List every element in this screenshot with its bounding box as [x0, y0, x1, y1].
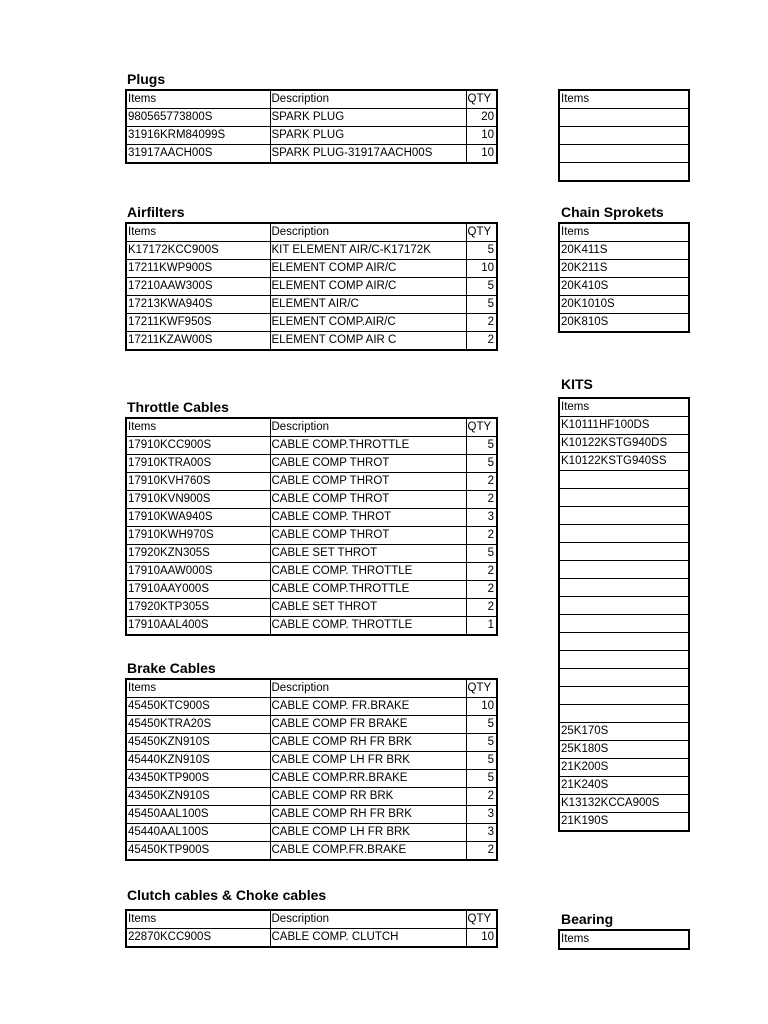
item-code-cell: 31917AACH00S	[126, 145, 270, 164]
clutch-cables-table	[125, 909, 498, 948]
table-row	[559, 260, 689, 278]
table-row	[559, 314, 689, 333]
item-code-cell	[559, 525, 689, 543]
table-row	[559, 615, 689, 633]
qty-cell: 5	[466, 734, 497, 752]
table-row	[126, 806, 497, 824]
qty-cell: 10	[466, 145, 497, 164]
plugs-title: Plugs	[127, 71, 166, 87]
item-code-cell: 45450KZN910S	[126, 734, 270, 752]
table-row	[126, 260, 497, 278]
brake-cables-table	[125, 678, 498, 861]
throttle-cables-table	[125, 417, 498, 636]
item-code-cell: K10111HF100DS	[559, 417, 689, 435]
item-code-cell: 980565773800S	[126, 109, 270, 127]
item-code-cell	[559, 597, 689, 615]
description-cell: CABLE COMP RH FR BRK	[270, 734, 466, 752]
table-row	[126, 842, 497, 861]
plugs-table	[125, 89, 498, 164]
qty-cell: 2	[466, 314, 497, 332]
description-cell: CABLE COMP RR BRK	[270, 788, 466, 806]
plugs-side-table	[558, 89, 690, 182]
column-header: Items	[126, 679, 270, 698]
table-row	[559, 525, 689, 543]
description-cell: CABLE COMP.FR.BRAKE	[270, 842, 466, 861]
table-row	[559, 296, 689, 314]
qty-cell: 5	[466, 716, 497, 734]
qty-cell: 5	[466, 242, 497, 260]
table-row	[126, 716, 497, 734]
qty-cell: 20	[466, 109, 497, 127]
qty-cell: 3	[466, 806, 497, 824]
column-header: QTY	[466, 418, 497, 437]
qty-cell: 3	[466, 509, 497, 527]
column-header: Items	[126, 418, 270, 437]
table-row	[126, 824, 497, 842]
table-row	[559, 109, 689, 127]
table-row	[559, 687, 689, 705]
qty-cell: 2	[466, 581, 497, 599]
item-code-cell: 17211KZAW00S	[126, 332, 270, 351]
item-code-cell: 17910KCC900S	[126, 437, 270, 455]
column-header: Description	[270, 90, 466, 109]
description-cell: ELEMENT COMP.AIR/C	[270, 314, 466, 332]
item-code-cell	[559, 163, 689, 182]
item-code-cell: 17910AAL400S	[126, 617, 270, 636]
column-header: QTY	[466, 910, 497, 929]
table-row	[126, 455, 497, 473]
item-code-cell	[559, 633, 689, 651]
item-code-cell: 45440KZN910S	[126, 752, 270, 770]
item-code-cell	[559, 127, 689, 145]
table-header-row	[559, 930, 689, 949]
table-row	[126, 109, 497, 127]
item-code-cell	[559, 669, 689, 687]
item-code-cell: 17210AAW300S	[126, 278, 270, 296]
item-code-cell: 45450KTRA20S	[126, 716, 270, 734]
table-header-row	[559, 223, 689, 242]
item-code-cell	[559, 543, 689, 561]
qty-cell: 2	[466, 788, 497, 806]
table-row	[559, 705, 689, 723]
table-header-row	[126, 223, 497, 242]
description-cell: CABLE COMP THROT	[270, 455, 466, 473]
table-row	[126, 473, 497, 491]
table-header-row	[126, 679, 497, 698]
qty-cell: 5	[466, 752, 497, 770]
table-row	[126, 599, 497, 617]
airfilters-table	[125, 222, 498, 351]
item-code-cell: 31916KRM84099S	[126, 127, 270, 145]
table-row	[559, 489, 689, 507]
qty-cell: 2	[466, 491, 497, 509]
item-code-cell: 17910KWH970S	[126, 527, 270, 545]
description-cell: SPARK PLUG	[270, 127, 466, 145]
table-row	[126, 734, 497, 752]
item-code-cell: K10122KSTG940SS	[559, 453, 689, 471]
item-code-cell: 21K240S	[559, 777, 689, 795]
item-code-cell: 20K1010S	[559, 296, 689, 314]
item-code-cell	[559, 579, 689, 597]
description-cell: CABLE COMP.RR.BRAKE	[270, 770, 466, 788]
table-row	[559, 471, 689, 489]
description-cell: CABLE SET THROT	[270, 599, 466, 617]
description-cell: CABLE COMP THROT	[270, 473, 466, 491]
description-cell: CABLE COMP RH FR BRK	[270, 806, 466, 824]
item-code-cell: 17910KVN900S	[126, 491, 270, 509]
bearing-table	[558, 929, 690, 950]
table-row	[126, 145, 497, 164]
qty-cell: 5	[466, 455, 497, 473]
table-row	[559, 127, 689, 145]
description-cell: CABLE COMP LH FR BRK	[270, 824, 466, 842]
table-row	[559, 561, 689, 579]
description-cell: CABLE COMP LH FR BRK	[270, 752, 466, 770]
description-cell: CABLE COMP.THROTTLE	[270, 581, 466, 599]
column-header: Description	[270, 223, 466, 242]
qty-cell: 10	[466, 698, 497, 716]
item-code-cell: 43450KZN910S	[126, 788, 270, 806]
item-code-cell: 17920KZN305S	[126, 545, 270, 563]
chain-sprokets-title: Chain Sprokets	[561, 204, 664, 220]
item-code-cell: 45440AAL100S	[126, 824, 270, 842]
description-cell: CABLE COMP THROT	[270, 527, 466, 545]
kits-title: KITS	[561, 376, 593, 392]
table-row	[126, 545, 497, 563]
qty-cell: 3	[466, 824, 497, 842]
item-code-cell	[559, 145, 689, 163]
table-row	[559, 759, 689, 777]
item-code-cell: 17910AAY000S	[126, 581, 270, 599]
description-cell: ELEMENT AIR/C	[270, 296, 466, 314]
item-code-cell: 25K170S	[559, 723, 689, 741]
chain-sprokets-table	[558, 222, 690, 333]
table-row	[559, 813, 689, 832]
description-cell: CABLE COMP. CLUTCH	[270, 929, 466, 948]
item-code-cell	[559, 705, 689, 723]
item-code-cell: 43450KTP900S	[126, 770, 270, 788]
kits-table	[558, 397, 690, 832]
item-code-cell: 20K410S	[559, 278, 689, 296]
item-code-cell: 17910KWA940S	[126, 509, 270, 527]
description-cell: SPARK PLUG	[270, 109, 466, 127]
qty-cell: 5	[466, 545, 497, 563]
table-header-row	[559, 398, 689, 417]
item-code-cell: 17211KWF950S	[126, 314, 270, 332]
description-cell: CABLE COMP. THROT	[270, 509, 466, 527]
table-row	[126, 242, 497, 260]
table-row	[126, 698, 497, 716]
column-header: Items	[559, 223, 689, 242]
qty-cell: 5	[466, 278, 497, 296]
table-header-row	[126, 910, 497, 929]
table-row	[559, 435, 689, 453]
description-cell: KIT ELEMENT AIR/C-K17172K	[270, 242, 466, 260]
table-row	[126, 491, 497, 509]
qty-cell: 2	[466, 599, 497, 617]
description-cell: CABLE COMP THROT	[270, 491, 466, 509]
qty-cell: 5	[466, 437, 497, 455]
item-code-cell: 21K200S	[559, 759, 689, 777]
column-header: Description	[270, 418, 466, 437]
table-row	[559, 278, 689, 296]
item-code-cell	[559, 109, 689, 127]
item-code-cell: 45450KTC900S	[126, 698, 270, 716]
description-cell: CABLE COMP. THROTTLE	[270, 563, 466, 581]
item-code-cell: 17211KWP900S	[126, 260, 270, 278]
table-row	[559, 723, 689, 741]
column-header: Items	[559, 398, 689, 417]
item-code-cell: 21K190S	[559, 813, 689, 832]
description-cell: CABLE COMP FR BRAKE	[270, 716, 466, 734]
table-row	[559, 543, 689, 561]
description-cell: ELEMENT COMP AIR/C	[270, 260, 466, 278]
item-code-cell: K13132KCCA900S	[559, 795, 689, 813]
table-row	[126, 296, 497, 314]
column-header: QTY	[466, 679, 497, 698]
item-code-cell: 25K180S	[559, 741, 689, 759]
item-code-cell	[559, 651, 689, 669]
qty-cell: 1	[466, 617, 497, 636]
qty-cell: 5	[466, 770, 497, 788]
description-cell: CABLE SET THROT	[270, 545, 466, 563]
item-code-cell: 17213KWA940S	[126, 296, 270, 314]
table-header-row	[559, 90, 689, 109]
table-row	[559, 145, 689, 163]
table-row	[559, 651, 689, 669]
table-row	[126, 770, 497, 788]
column-header: Items	[559, 90, 689, 109]
table-row	[126, 314, 497, 332]
table-row	[126, 437, 497, 455]
column-header: Description	[270, 679, 466, 698]
table-row	[559, 507, 689, 525]
table-row	[126, 527, 497, 545]
description-cell: ELEMENT COMP AIR C	[270, 332, 466, 351]
table-row	[126, 563, 497, 581]
table-row	[559, 777, 689, 795]
description-cell: CABLE COMP. FR.BRAKE	[270, 698, 466, 716]
table-row	[559, 163, 689, 182]
item-code-cell: K10122KSTG940DS	[559, 435, 689, 453]
qty-cell: 2	[466, 527, 497, 545]
item-code-cell: 17910KTRA00S	[126, 455, 270, 473]
item-code-cell: 22870KCC900S	[126, 929, 270, 948]
table-row	[126, 617, 497, 636]
brake-cables-title: Brake Cables	[127, 660, 216, 676]
qty-cell: 10	[466, 127, 497, 145]
column-header: QTY	[466, 223, 497, 242]
table-header-row	[126, 90, 497, 109]
qty-cell: 5	[466, 296, 497, 314]
qty-cell: 10	[466, 929, 497, 948]
bearing-title: Bearing	[561, 911, 614, 927]
column-header: Items	[126, 223, 270, 242]
table-row	[126, 509, 497, 527]
qty-cell: 2	[466, 563, 497, 581]
table-row	[126, 929, 497, 948]
item-code-cell	[559, 561, 689, 579]
table-row	[559, 795, 689, 813]
table-row	[126, 788, 497, 806]
table-row	[559, 579, 689, 597]
table-row	[126, 752, 497, 770]
item-code-cell: 17910AAW000S	[126, 563, 270, 581]
qty-cell: 2	[466, 842, 497, 861]
table-row	[559, 242, 689, 260]
qty-cell: 10	[466, 260, 497, 278]
item-code-cell: 17920KTP305S	[126, 599, 270, 617]
qty-cell: 2	[466, 473, 497, 491]
throttle-cables-title: Throttle Cables	[127, 399, 229, 415]
table-row	[126, 127, 497, 145]
table-row	[126, 581, 497, 599]
qty-cell: 2	[466, 332, 497, 351]
item-code-cell: 20K211S	[559, 260, 689, 278]
column-header: Description	[270, 910, 466, 929]
table-row	[559, 597, 689, 615]
description-cell: CABLE COMP.THROTTLE	[270, 437, 466, 455]
item-code-cell: 17910KVH760S	[126, 473, 270, 491]
description-cell: ELEMENT COMP AIR/C	[270, 278, 466, 296]
table-row	[559, 453, 689, 471]
column-header: QTY	[466, 90, 497, 109]
description-cell: SPARK PLUG-31917AACH00S	[270, 145, 466, 164]
description-cell: CABLE COMP. THROTTLE	[270, 617, 466, 636]
table-row	[559, 417, 689, 435]
column-header: Items	[559, 930, 689, 949]
column-header: Items	[126, 910, 270, 929]
airfilters-title: Airfilters	[127, 204, 185, 220]
table-row	[559, 633, 689, 651]
table-header-row	[126, 418, 497, 437]
item-code-cell: 20K810S	[559, 314, 689, 333]
item-code-cell	[559, 507, 689, 525]
clutch-cables-title: Clutch cables & Choke cables	[127, 887, 327, 903]
table-row	[559, 669, 689, 687]
table-row	[126, 332, 497, 351]
item-code-cell: 45450KTP900S	[126, 842, 270, 861]
table-row	[126, 278, 497, 296]
item-code-cell	[559, 471, 689, 489]
column-header: Items	[126, 90, 270, 109]
item-code-cell: K17172KCC900S	[126, 242, 270, 260]
table-row	[559, 741, 689, 759]
item-code-cell: 20K411S	[559, 242, 689, 260]
item-code-cell	[559, 687, 689, 705]
item-code-cell: 45450AAL100S	[126, 806, 270, 824]
item-code-cell	[559, 489, 689, 507]
item-code-cell	[559, 615, 689, 633]
